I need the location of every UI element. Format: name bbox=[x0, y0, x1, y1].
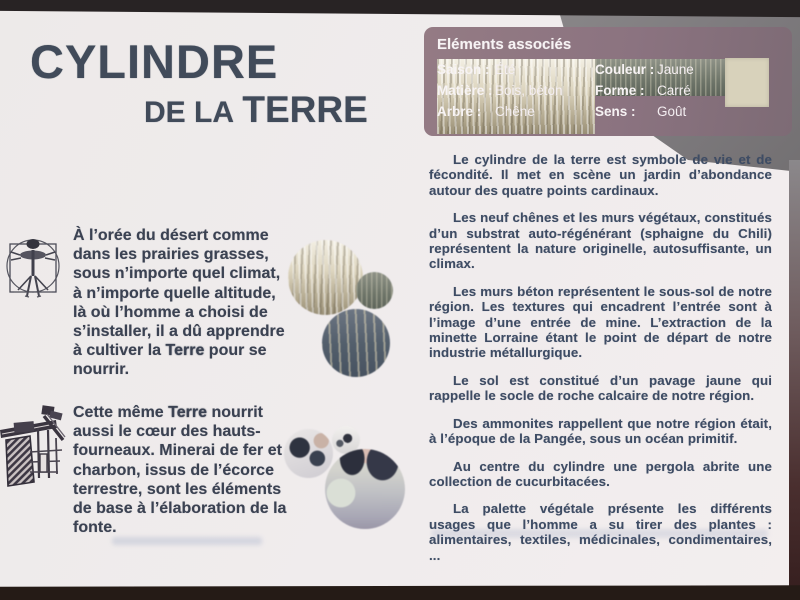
field-label: Sens : bbox=[595, 104, 636, 119]
elements-right-column bbox=[595, 59, 733, 119]
p2-terre-bold: Terre bbox=[168, 404, 207, 421]
photo-circle-mineral-medium bbox=[284, 429, 333, 478]
field-value: Jaune bbox=[657, 62, 694, 77]
field-value: Bois, béton bbox=[495, 83, 563, 98]
left-paragraph-furnaces bbox=[73, 403, 291, 537]
elements-left-column bbox=[437, 59, 595, 134]
field-saison bbox=[437, 59, 595, 80]
p1-text: À l’orée du désert comme dans les prairies grasses, sous n’importe quel climat, à n’importe quelle altitude, là où l’homme a choisi de s’installer, il a dû apprendre à cultiver la bbox=[73, 227, 285, 360]
blast-furnace-icon bbox=[0, 398, 66, 515]
field-label: Couleur : bbox=[595, 62, 655, 77]
p1-terre-bold: Terre bbox=[165, 342, 205, 360]
field-label: Matière : bbox=[437, 83, 493, 98]
paragraph-symbole: Le cylindre de la terre est symbole de vie et de fécondité. Il met en scène un jardin d’abondance autour des quatre points cardinaux. bbox=[429, 152, 772, 198]
page-title bbox=[30, 35, 368, 130]
field-label: Saison : bbox=[437, 62, 490, 77]
photo-bottom-dark-edge bbox=[0, 585, 800, 600]
associated-elements-box bbox=[424, 27, 792, 136]
title-line2-big: TERRE bbox=[242, 89, 368, 130]
main-text-column bbox=[429, 152, 772, 575]
p1-text-end: pour se nourrir. bbox=[73, 342, 267, 379]
field-label: Forme : bbox=[595, 83, 645, 98]
left-paragraph-cultivate bbox=[73, 226, 291, 380]
field-label: Arbre : bbox=[437, 104, 482, 119]
title-line2-small: DE LA bbox=[144, 96, 234, 129]
paragraph-pergola: Au centre du cylindre une pergola abrite une collection de cucurbitacées. bbox=[429, 458, 772, 489]
field-matiere bbox=[437, 80, 595, 101]
photo-circle-grass-large bbox=[288, 240, 363, 315]
paragraph-chenes: Les neuf chênes et les murs végétaux, constitués d’un substrat auto-régénérant (sphaigne du Chili) représentent la nature originelle, autosuffisante, un climax. bbox=[429, 210, 772, 272]
vitruvian-man-icon bbox=[4, 230, 62, 323]
elements-box-header: Eléments associés bbox=[437, 36, 572, 53]
field-value: Goût bbox=[657, 104, 687, 119]
title-line2 bbox=[144, 91, 368, 128]
p2-text: Cette même bbox=[73, 404, 169, 421]
paragraph-murs-beton: Les murs béton représentent le sous-sol de notre région. Les textures qui encadrent l’entrée sont à l’image d’une entrée de mine. L’extraction de la minette Lorraine étant le point de départ de notre industrie métallurgique. bbox=[429, 283, 772, 361]
photo-circle-grass-small bbox=[356, 272, 393, 309]
title-line1: CYLINDRE bbox=[30, 35, 279, 88]
paragraph-ammonites: Des ammonites rappellent que notre région était, à l’époque de la Pangée, sous un océan primitif. bbox=[429, 415, 772, 447]
field-value: Chêne bbox=[495, 104, 535, 119]
field-arbre bbox=[437, 101, 595, 122]
photo-circle-rock-large bbox=[325, 449, 405, 529]
field-couleur bbox=[595, 59, 733, 80]
p2-text-end: nourrit aussi le cœur des hauts-fourneaux. Minerai de fer et charbon, issus de l’écorce terrestre, sont les éléments de base à l’élaboration de la fonte. bbox=[73, 404, 287, 537]
field-value: Carré bbox=[657, 83, 691, 98]
photo-right-dark-edge bbox=[789, 160, 800, 592]
field-forme bbox=[595, 80, 733, 101]
photo-ghost-smudge-left bbox=[112, 537, 262, 545]
photo-top-dark-edge bbox=[0, 0, 800, 17]
field-sens bbox=[595, 101, 733, 122]
paragraph-palette: La palette végétale présente les différents usages que l’homme a su tirer des plantes : alimentaires, textiles, médicinales, condimentaires, ... bbox=[429, 501, 772, 563]
field-value: Été bbox=[495, 62, 516, 77]
color-swatch bbox=[725, 58, 769, 107]
photo-ghost-smudge-right bbox=[432, 529, 768, 538]
paragraph-sol: Le sol est constitué d’un pavage jaune qui rappelle le socle de roche calcaire de notre région. bbox=[429, 372, 772, 404]
photo-circle-grass-dark bbox=[322, 309, 390, 377]
